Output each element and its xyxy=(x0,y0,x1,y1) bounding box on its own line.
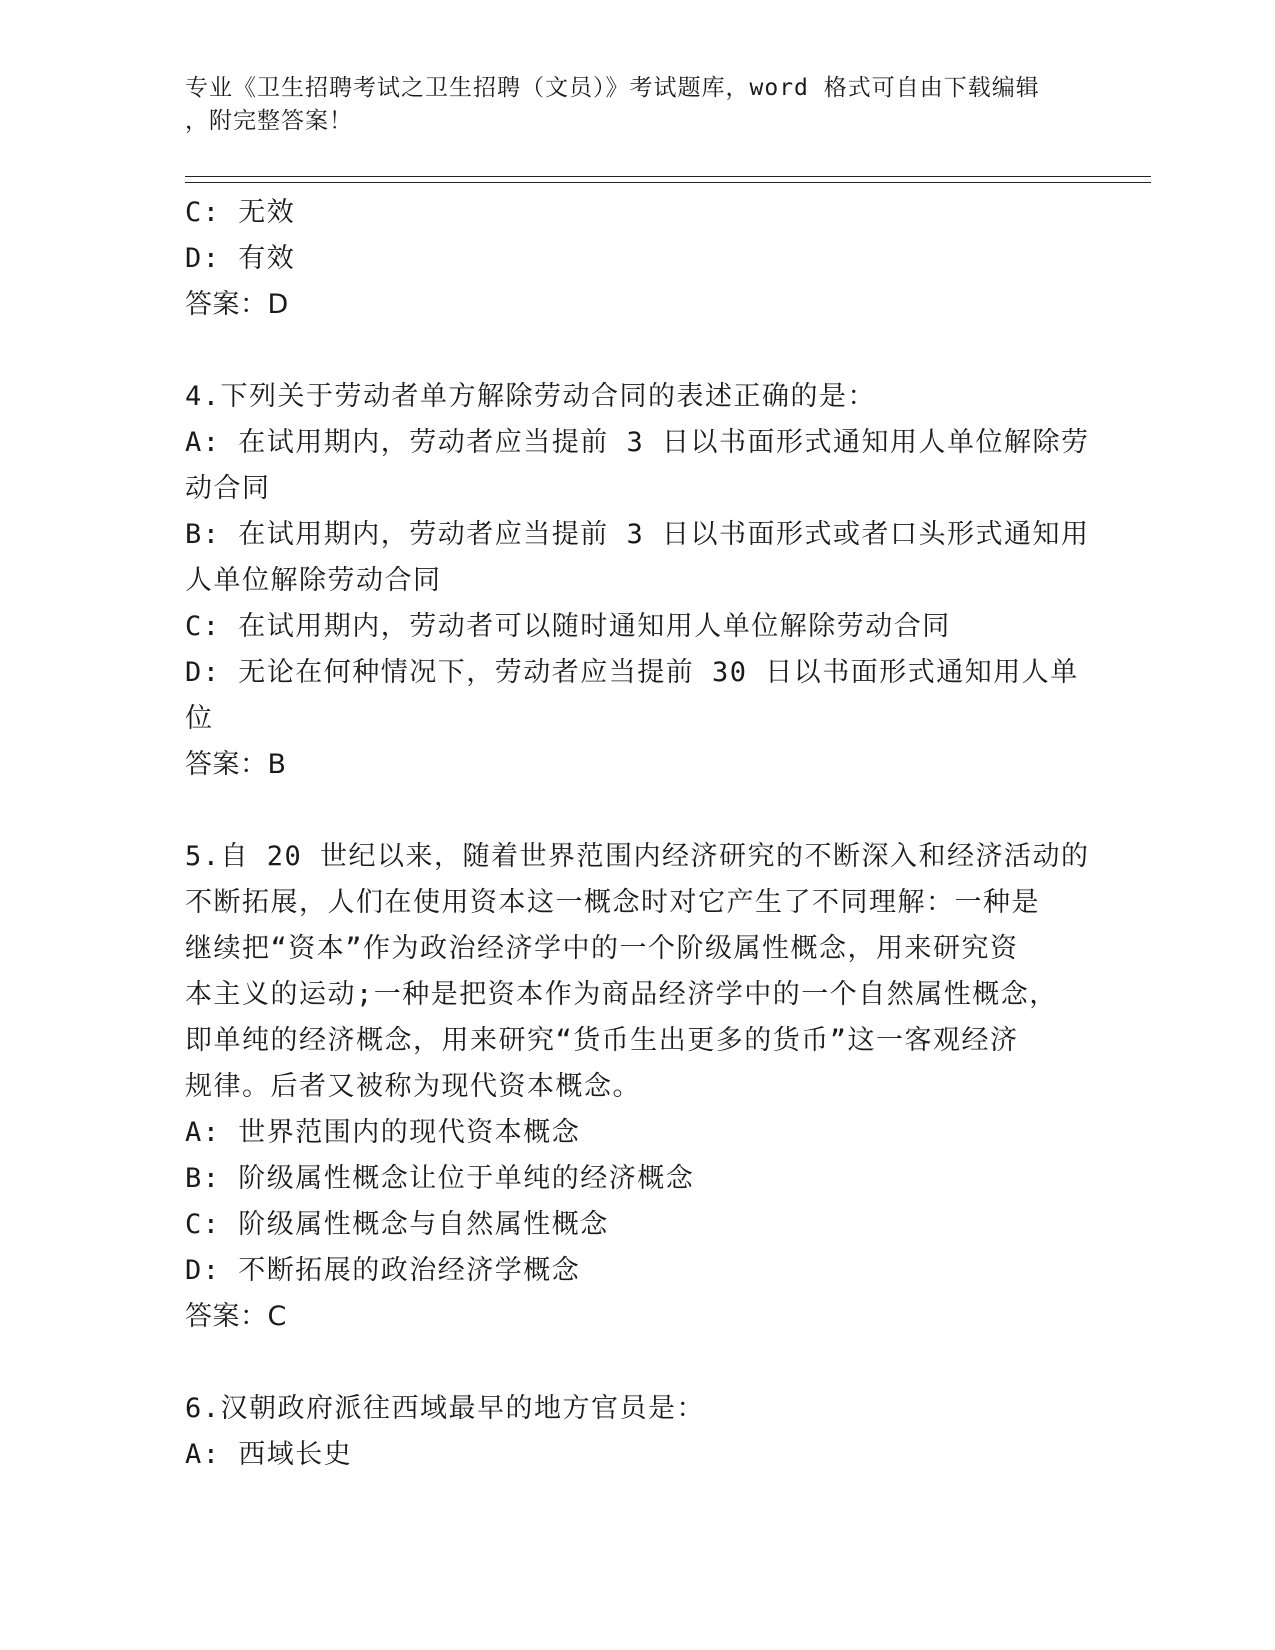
q5-answer: 答案：C xyxy=(185,1301,287,1332)
q4-option-b: B: 在试用期内，劳动者应当提前 3 日以书面形式或者口头形式通知用 xyxy=(185,519,1090,550)
q6-stem: 6.汉朝政府派往西域最早的地方官员是： xyxy=(185,1393,706,1424)
q5-stem-line: 本主义的运动;一种是把资本作为商品经济学中的一个自然属性概念， xyxy=(185,979,1058,1010)
q5-stem-line: 规律。后者又被称为现代资本概念。 xyxy=(185,1071,641,1102)
q5-stem-line: 不断拓展，人们在使用资本这一概念时对它产生了不同理解：一种是 xyxy=(185,887,1040,918)
q4-option-a-cont: 动合同 xyxy=(185,473,271,504)
q3-option-d: D: 有效 xyxy=(185,243,296,274)
q3-option-c: C: 无效 xyxy=(185,197,296,228)
spacer xyxy=(185,328,1085,374)
q5-option-a: A: 世界范围内的现代资本概念 xyxy=(185,1117,581,1148)
question-list xyxy=(185,190,1090,1478)
q5-stem-line: 继续把“资本”作为政治经济学中的一个阶级属性概念，用来研究资 xyxy=(185,933,1019,964)
q3-answer: 答案：D xyxy=(185,289,289,320)
header-line-2: ，附完整答案！ xyxy=(185,108,353,134)
q4-option-d: D: 无论在何种情况下，劳动者应当提前 30 日以书面形式通知用人单 xyxy=(185,657,1079,688)
q5-option-b: B: 阶级属性概念让位于单纯的经济概念 xyxy=(185,1163,695,1194)
q5-stem-line: 5.自 20 世纪以来，随着世界范围内经济研究的不断深入和经济活动的 xyxy=(185,841,1090,872)
q4-option-d-cont: 位 xyxy=(185,703,214,734)
q5-stem-line: 即单纯的经济概念，用来研究“货币生出更多的货币”这一客观经济 xyxy=(185,1025,1019,1056)
header-divider xyxy=(185,176,1151,183)
q5-option-c: C: 阶级属性概念与自然属性概念 xyxy=(185,1209,609,1240)
q4-stem: 4.下列关于劳动者单方解除劳动合同的表述正确的是： xyxy=(185,381,877,412)
header-line-1: 专业《卫生招聘考试之卫生招聘（文员）》考试题库，word 格式可自由下载编辑 xyxy=(185,75,1040,101)
q4-option-c: C: 在试用期内，劳动者可以随时通知用人单位解除劳动合同 xyxy=(185,611,951,642)
q4-option-a: A: 在试用期内，劳动者应当提前 3 日以书面形式通知用人单位解除劳 xyxy=(185,427,1090,458)
q6-option-a: A: 西域长史 xyxy=(185,1439,353,1470)
spacer xyxy=(185,788,1085,834)
spacer xyxy=(185,1340,1085,1386)
q4-answer: 答案：B xyxy=(185,749,287,780)
q4-option-b-cont: 人单位解除劳动合同 xyxy=(185,565,442,596)
q5-option-d: D: 不断拓展的政治经济学概念 xyxy=(185,1255,581,1286)
page-header xyxy=(185,72,1065,138)
